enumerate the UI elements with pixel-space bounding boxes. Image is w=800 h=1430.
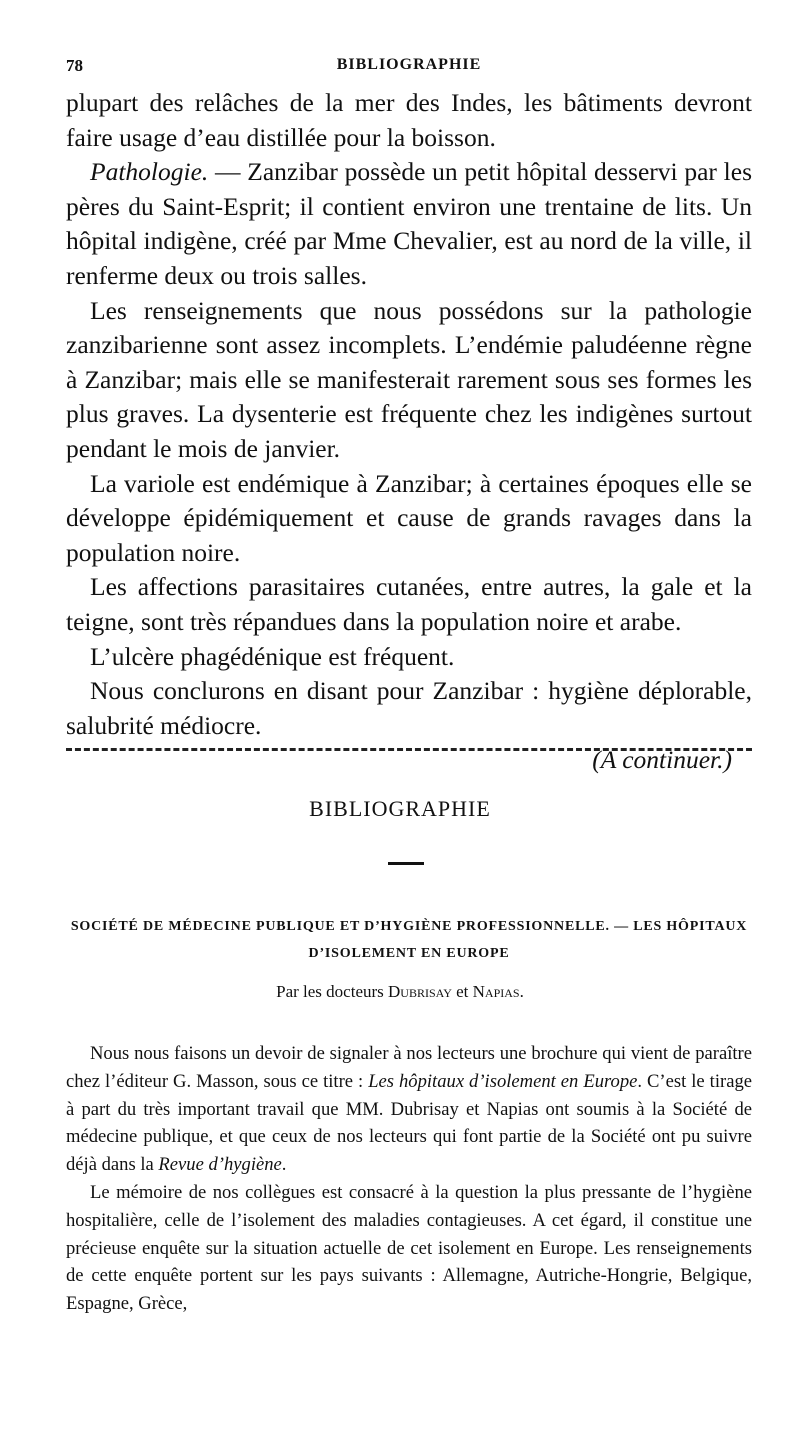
paragraph: L’ulcère phagédénique est fréquent. bbox=[90, 641, 455, 671]
review-heading-line: SOCIÉTÉ DE MÉDECINE PUBLIQUE ET D’HYGIÈNE PROFESSIONNELLE. — LES HÔPITAUX bbox=[70, 919, 748, 934]
running-title: BIBLIOGRAPHIE bbox=[336, 56, 482, 73]
book-title: Les hôpitaux d’isolement en Europe bbox=[368, 1070, 638, 1092]
section-divider bbox=[66, 748, 752, 751]
paragraph: Pathologie. — Zanzibar possède un petit hôpital desservi par les pères du Saint-Esprit; il contient environ une trentaine de lits. Un hôpital indigène, créé par Mme Chevalier, est au nord de la ville, il renferme deux ou trois salles. bbox=[66, 157, 752, 290]
paragraph: Nous conclurons en disant pour Zanzibar : hygiène déplorable, salubrité médiocre. bbox=[66, 676, 752, 740]
article-continuation bbox=[66, 86, 752, 778]
continuation-note: (A continuer.) bbox=[592, 745, 732, 775]
paragraph: Les affections parasitaires cutanées, entre autres, la gale et la teigne, sont très répandues dans la population noire et arabe. bbox=[66, 572, 752, 636]
paragraph: Les renseignements que nous possédons sur la pathologie zanzibarienne sont assez incomplets. L’endémie paludéenne règne à Zanzibar; mais elle se manifesterait rarement sous ses formes les plus graves. La dysenterie est fréquente chez les indigènes surtout pendant le mois de janvier. bbox=[66, 295, 752, 463]
section-title: BIBLIOGRAPHIE bbox=[309, 796, 491, 821]
author-name: Dubrisay bbox=[388, 982, 452, 1001]
paragraph: La variole est endémique à Zanzibar; à certaines époques elle se développe épidémiquement et cause de grands ravages dans la population noire. bbox=[66, 468, 752, 567]
paragraph: Le mémoire de nos collègues est consacré à la question la plus pressante de l’hygiène hospitalière, celle de l’isolement des maladies contagieuses. A cet égard, il constitue une précieuse enquête sur la situation actuelle de cet isolement en Europe. Les renseignements de cette enquête portent sur les pays suivants : Allemagne, Autriche-Hongrie, Belgique, Espagne, Grèce, bbox=[66, 1181, 752, 1315]
journal-title: Revue d’hygiène bbox=[158, 1154, 282, 1176]
section-label: Pathologie. bbox=[90, 157, 209, 187]
review-body bbox=[66, 1040, 752, 1318]
paragraph: plupart des relâches de la mer des Indes, les bâtiments devront faire usage d’eau distillée pour la boisson. bbox=[66, 88, 752, 152]
paragraph: Nous nous faisons un devoir de signaler à nos lecteurs une brochure qui vient de paraître chez l’éditeur G. Masson, sous ce titre : Les hôpitaux d’isolement en Europe. C’est le tirage à part du très important travail que MM. Dubrisay et Napias ont soumis à la Société de médecine publique, et que ceux de nos lecteurs qui font partie de la Société ont pu suivre déjà dans la Revue d’hygiène. bbox=[66, 1043, 752, 1176]
title-rule bbox=[388, 862, 424, 865]
review-authors: Par les docteurs Dubrisay et Napias. bbox=[276, 982, 524, 1001]
review-heading bbox=[66, 913, 752, 967]
author-name: Napias bbox=[472, 982, 520, 1001]
page-header bbox=[66, 56, 752, 84]
page-number: 78 bbox=[66, 56, 83, 75]
review-heading-line: D’ISOLEMENT EN EUROPE bbox=[308, 946, 510, 961]
